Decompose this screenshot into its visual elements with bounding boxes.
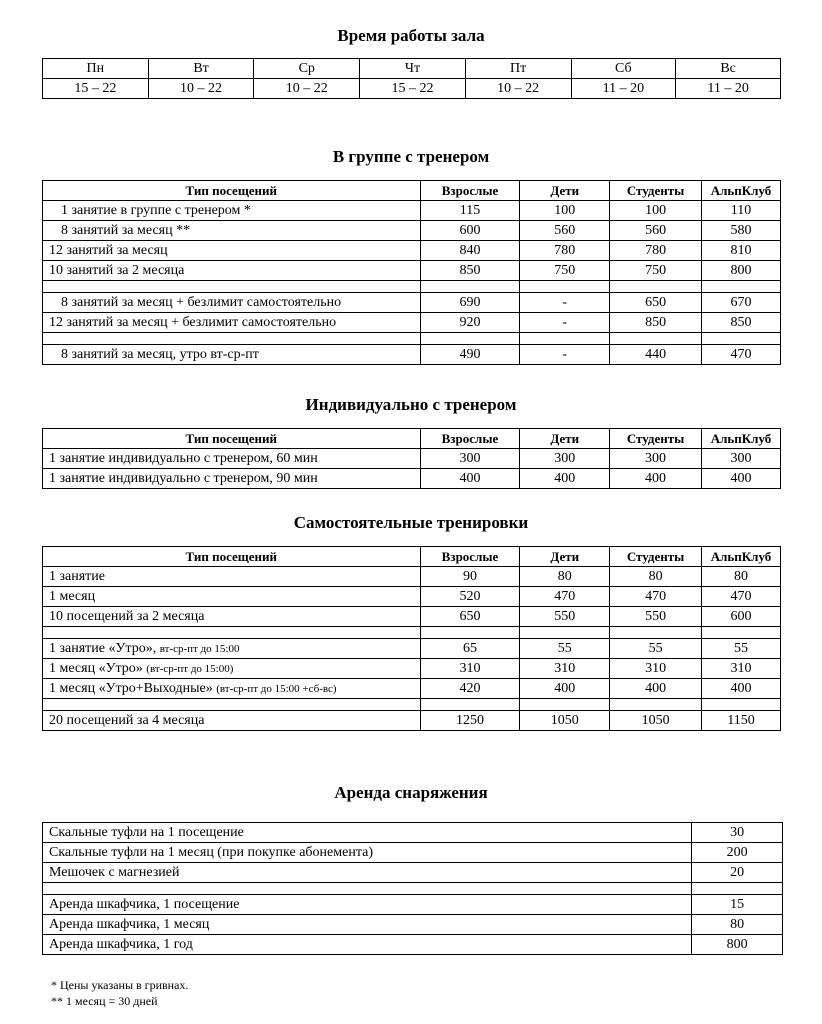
- column-header: Взрослые: [420, 547, 520, 567]
- price-cell: 310: [702, 659, 781, 679]
- price-cell: 400: [610, 469, 702, 489]
- row-label: [43, 345, 421, 365]
- self-training-price-table: [42, 546, 781, 731]
- rental-item-label: Мешочек с магнезией: [43, 863, 692, 883]
- table-row: [43, 469, 781, 489]
- price-cell: 750: [520, 261, 610, 281]
- price-cell: 400: [520, 469, 610, 489]
- rental-title: Аренда снаряжения: [334, 783, 488, 802]
- row-label-note: (вт-ср-пт до 15:00 +сб-вс): [216, 682, 337, 695]
- row-label-text: 1 месяц «Утро»: [49, 660, 147, 676]
- row-label: [43, 711, 421, 731]
- row-label: [43, 607, 421, 627]
- row-label: [43, 587, 421, 607]
- row-label: [43, 201, 421, 221]
- table-row: [43, 313, 781, 333]
- row-label-text: 1 занятие индивидуально с тренером, 60 мин: [49, 450, 318, 466]
- day-cell: Вт: [148, 59, 254, 79]
- table-row: [43, 241, 781, 261]
- price-cell: 100: [610, 201, 702, 221]
- column-header: Тип посещений: [43, 181, 421, 201]
- hours-cell: 15 – 22: [43, 79, 149, 99]
- price-cell: 650: [420, 607, 520, 627]
- row-label: [43, 293, 421, 313]
- price-cell: 55: [702, 639, 781, 659]
- row-label: [43, 659, 421, 679]
- price-cell: 690: [420, 293, 520, 313]
- price-cell: 1050: [520, 711, 610, 731]
- price-cell: 65: [420, 639, 520, 659]
- rental-price: 200: [692, 843, 783, 863]
- row-label-text: 1 занятие «Утро»,: [49, 640, 160, 656]
- table-row: [43, 221, 781, 241]
- column-header: Студенты: [610, 429, 702, 449]
- price-cell: 115: [420, 201, 520, 221]
- price-cell: 300: [702, 449, 781, 469]
- day-cell: Вс: [676, 59, 781, 79]
- individual-title: Индивидуально с тренером: [305, 395, 517, 414]
- table-row: [43, 607, 781, 627]
- table-row: [43, 345, 781, 365]
- price-cell: 600: [702, 607, 781, 627]
- row-label-text: 10 посещений за 2 месяца: [49, 608, 205, 624]
- self-title: Самостоятельные тренировки: [293, 513, 529, 532]
- row-label-text: 12 занятий за месяц: [49, 242, 168, 258]
- hours-cell: 15 – 22: [360, 79, 466, 99]
- price-cell: 80: [610, 567, 702, 587]
- price-cell: -: [520, 345, 610, 365]
- price-cell: 800: [702, 261, 781, 281]
- row-label: [43, 261, 421, 281]
- price-cell: 780: [520, 241, 610, 261]
- column-header: Взрослые: [420, 429, 520, 449]
- rental-row: [43, 863, 783, 883]
- rental-price: 80: [692, 915, 783, 935]
- price-cell: 850: [420, 261, 520, 281]
- hours-cell: 10 – 22: [465, 79, 571, 99]
- price-cell: 490: [420, 345, 520, 365]
- hours-cell: 11 – 20: [676, 79, 781, 99]
- price-cell: 55: [610, 639, 702, 659]
- price-cell: 1150: [702, 711, 781, 731]
- row-label-note: (вт-ср-пт до 15:00): [146, 662, 234, 675]
- rental-price: 30: [692, 823, 783, 843]
- column-header: АльпКлуб: [702, 181, 781, 201]
- row-label-text: 20 посещений за 4 месяца: [49, 712, 205, 728]
- rental-row: [43, 895, 783, 915]
- rental-price: 800: [692, 935, 783, 955]
- price-cell: 55: [520, 639, 610, 659]
- row-label: [43, 313, 421, 333]
- schedule-title: Время работы зала: [337, 26, 485, 45]
- price-cell: 850: [610, 313, 702, 333]
- price-cell: 750: [610, 261, 702, 281]
- row-label: [43, 469, 421, 489]
- price-cell: 840: [420, 241, 520, 261]
- row-label: [43, 639, 421, 659]
- day-cell: Пт: [465, 59, 571, 79]
- spacer-row: [43, 883, 783, 895]
- row-label-text: 12 занятий за месяц + безлимит самостоятельно: [49, 314, 337, 330]
- price-cell: 550: [520, 607, 610, 627]
- row-label: [43, 679, 421, 699]
- price-cell: 400: [702, 679, 781, 699]
- column-header: Взрослые: [420, 181, 520, 201]
- price-cell: 470: [702, 345, 781, 365]
- price-cell: 110: [702, 201, 781, 221]
- column-header: Тип посещений: [43, 429, 421, 449]
- table-row: [43, 567, 781, 587]
- price-cell: 1050: [610, 711, 702, 731]
- rental-item-label: Аренда шкафчика, 1 год: [43, 935, 692, 955]
- price-cell: 300: [420, 449, 520, 469]
- hours-cell: 11 – 20: [571, 79, 676, 99]
- table-row: [43, 711, 781, 731]
- rental-row: [43, 915, 783, 935]
- price-cell: 300: [610, 449, 702, 469]
- row-label: [43, 241, 421, 261]
- row-label-text: 1 месяц «Утро+Выходные»: [49, 680, 217, 696]
- price-cell: -: [520, 313, 610, 333]
- column-header: АльпКлуб: [702, 547, 781, 567]
- rental-item-label: Скальные туфли на 1 месяц (при покупке абонемента): [43, 843, 692, 863]
- row-label-text: 8 занятий за месяц **: [61, 222, 191, 238]
- row-label: [43, 221, 421, 241]
- price-cell: 400: [420, 469, 520, 489]
- table-row: [43, 659, 781, 679]
- price-cell: 580: [702, 221, 781, 241]
- price-cell: 80: [520, 567, 610, 587]
- row-label-text: 10 занятий за 2 месяца: [49, 262, 185, 278]
- rental-price-table: [42, 822, 783, 955]
- price-cell: 420: [420, 679, 520, 699]
- group-title: В группе с тренером: [332, 147, 490, 166]
- column-header: Дети: [520, 547, 610, 567]
- column-header: Студенты: [610, 547, 702, 567]
- price-cell: 670: [702, 293, 781, 313]
- row-label: [43, 449, 421, 469]
- table-row: [43, 449, 781, 469]
- price-cell: 400: [610, 679, 702, 699]
- schedule-table: [42, 58, 781, 99]
- rental-item-label: Скальные туфли на 1 посещение: [43, 823, 692, 843]
- footnote-currency: * Цены указаны в гривнах.: [51, 978, 189, 992]
- individual-price-table: [42, 428, 781, 489]
- price-cell: 550: [610, 607, 702, 627]
- price-cell: 810: [702, 241, 781, 261]
- day-cell: Пн: [43, 59, 149, 79]
- row-label-text: 1 занятие: [49, 568, 105, 584]
- spacer-row: [43, 627, 781, 639]
- price-cell: 310: [610, 659, 702, 679]
- row-label-text: 8 занятий за месяц, утро вт-ср-пт: [61, 346, 259, 362]
- spacer-row: [43, 281, 781, 293]
- day-cell: Ср: [254, 59, 360, 79]
- rental-item-label: Аренда шкафчика, 1 месяц: [43, 915, 692, 935]
- spacer-row: [43, 699, 781, 711]
- price-cell: 560: [520, 221, 610, 241]
- price-cell: 470: [520, 587, 610, 607]
- table-row: [43, 293, 781, 313]
- group-price-table: [42, 180, 781, 365]
- rental-item-label: Аренда шкафчика, 1 посещение: [43, 895, 692, 915]
- row-label-text: 8 занятий за месяц + безлимит самостоятельно: [61, 294, 342, 310]
- rental-row: [43, 935, 783, 955]
- price-cell: 780: [610, 241, 702, 261]
- table-row: [43, 201, 781, 221]
- price-cell: 300: [520, 449, 610, 469]
- day-cell: Сб: [571, 59, 676, 79]
- price-cell: 400: [520, 679, 610, 699]
- row-label-text: 1 месяц: [49, 588, 96, 604]
- price-cell: 520: [420, 587, 520, 607]
- price-cell: 920: [420, 313, 520, 333]
- price-cell: 600: [420, 221, 520, 241]
- rental-price: 15: [692, 895, 783, 915]
- column-header: Студенты: [610, 181, 702, 201]
- table-row: [43, 639, 781, 659]
- price-cell: 80: [702, 567, 781, 587]
- row-label-text: 1 занятие индивидуально с тренером, 90 мин: [49, 470, 318, 486]
- spacer-row: [43, 333, 781, 345]
- table-row: [43, 261, 781, 281]
- rental-row: [43, 843, 783, 863]
- column-header: Дети: [520, 181, 610, 201]
- column-header: АльпКлуб: [702, 429, 781, 449]
- price-cell: 560: [610, 221, 702, 241]
- column-header: Дети: [520, 429, 610, 449]
- price-cell: 650: [610, 293, 702, 313]
- hours-cell: 10 – 22: [254, 79, 360, 99]
- price-cell: 400: [702, 469, 781, 489]
- price-cell: 90: [420, 567, 520, 587]
- price-cell: -: [520, 293, 610, 313]
- column-header: Тип посещений: [43, 547, 421, 567]
- row-label: [43, 567, 421, 587]
- price-cell: 850: [702, 313, 781, 333]
- price-cell: 1250: [420, 711, 520, 731]
- rental-price: 20: [692, 863, 783, 883]
- day-cell: Чт: [360, 59, 466, 79]
- price-cell: 100: [520, 201, 610, 221]
- rental-row: [43, 823, 783, 843]
- table-row: [43, 679, 781, 699]
- price-cell: 470: [610, 587, 702, 607]
- price-cell: 310: [520, 659, 610, 679]
- hours-cell: 10 – 22: [148, 79, 254, 99]
- row-label-text: 1 занятие в группе с тренером *: [61, 202, 251, 218]
- row-label-note: вт-ср-пт до 15:00: [159, 642, 240, 655]
- footnote-month: ** 1 месяц = 30 дней: [51, 994, 158, 1008]
- price-cell: 470: [702, 587, 781, 607]
- table-row: [43, 587, 781, 607]
- price-cell: 440: [610, 345, 702, 365]
- price-cell: 310: [420, 659, 520, 679]
